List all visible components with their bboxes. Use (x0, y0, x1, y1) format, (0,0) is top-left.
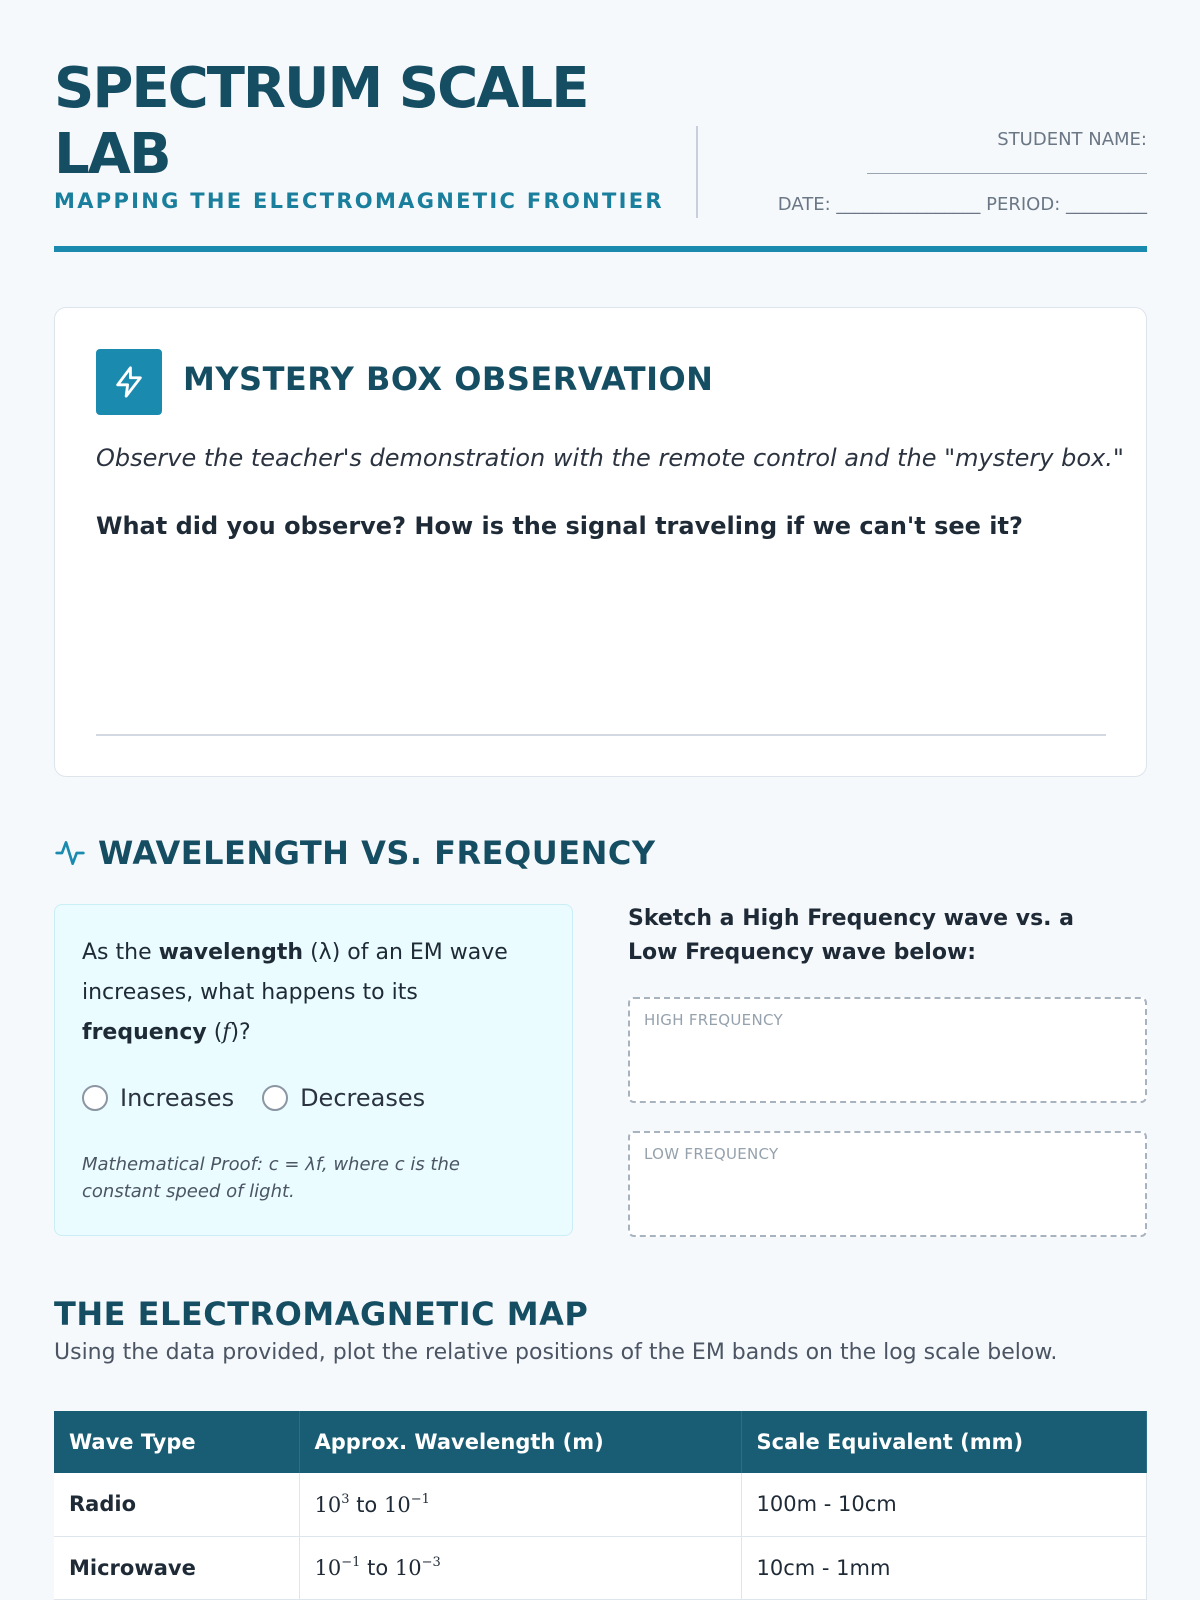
table-row (54, 1536, 1147, 1599)
question-text: (λ) of an EM wave increases, what happens to its (82, 940, 508, 1005)
question-text: As the (82, 940, 159, 965)
pulse-icon (54, 837, 86, 869)
answer-options (82, 1084, 425, 1112)
wave-type-cell: Microwave (54, 1536, 299, 1599)
wavelength-exponent: −3 (421, 1555, 441, 1570)
option-increases[interactable] (82, 1084, 234, 1112)
frequency-symbol: f (222, 1020, 231, 1045)
wavelength-base: 10 (314, 1492, 342, 1517)
mystery-box-instruction: Observe the teacher's demonstration with the remote control and the "mystery box." (96, 444, 1124, 472)
wavelength-base: 10 (314, 1556, 342, 1580)
wavelength-base: 10 (383, 1492, 411, 1517)
worksheet-header (54, 56, 1147, 252)
table-header-row (54, 1411, 1147, 1473)
header-wave-type: Wave Type (54, 1411, 299, 1473)
question-text: )? (230, 1020, 251, 1045)
table-row (54, 1473, 1147, 1536)
student-name-label: STUDENT NAME: (997, 129, 1147, 150)
math-proof-note: Mathematical Proof: c = λf, where c is the constant speed of light. (82, 1154, 460, 1202)
scale-cell: 100m - 10cm (741, 1473, 1147, 1536)
wavelength-exponent: 3 (341, 1491, 350, 1507)
question-text: ( (206, 1020, 223, 1045)
frequency-question-box (54, 904, 573, 1236)
radio-decreases[interactable] (262, 1085, 288, 1111)
wavelength-exponent: −1 (341, 1555, 361, 1570)
header-divider (696, 126, 698, 218)
high-frequency-sketch-box[interactable] (628, 997, 1147, 1103)
wavelength-exponent: −1 (410, 1491, 430, 1507)
em-bands-table (54, 1411, 1147, 1600)
date-period-fields[interactable]: DATE: ________________ PERIOD: _________ (777, 194, 1147, 215)
student-name-field[interactable] (867, 173, 1147, 174)
option-label: Increases (120, 1084, 235, 1112)
lightning-icon (96, 349, 162, 415)
header-scale-equivalent: Scale Equivalent (mm) (741, 1411, 1147, 1473)
radio-increases[interactable] (82, 1085, 108, 1111)
wavelength-cell (299, 1473, 741, 1536)
option-label: Decreases (300, 1084, 426, 1112)
range-word: to (367, 1556, 389, 1580)
em-map-title: THE ELECTROMAGNETIC MAP (54, 1295, 589, 1333)
option-decreases[interactable] (262, 1084, 425, 1112)
question-keyword-wavelength: wavelength (158, 940, 304, 965)
low-frequency-sketch-box[interactable] (628, 1131, 1147, 1237)
wavelength-cell (299, 1536, 741, 1599)
header-rule (54, 246, 1147, 252)
mystery-box-question: What did you observe? How is the signal traveling if we can't see it? (96, 512, 1023, 540)
page-subtitle: MAPPING THE ELECTROMAGNETIC FRONTIER (54, 189, 664, 213)
frequency-question (82, 933, 542, 1053)
page-title: SPECTRUM SCALE LAB (54, 56, 588, 187)
header-wavelength: Approx. Wavelength (m) (299, 1411, 741, 1473)
answer-line[interactable] (96, 734, 1106, 736)
em-map-description: Using the data provided, plot the relative positions of the EM bands on the log scale below. (54, 1340, 1058, 1365)
mystery-box-card (54, 307, 1147, 777)
wavelength-section-heading (54, 834, 656, 872)
low-frequency-label: LOW FREQUENCY (644, 1145, 779, 1163)
question-keyword-frequency: frequency (82, 1020, 207, 1045)
mystery-box-title: MYSTERY BOX OBSERVATION (183, 360, 714, 398)
sketch-prompt: Sketch a High Frequency wave vs. a Low Frequency wave below: (628, 906, 1075, 965)
wave-type-cell: Radio (54, 1473, 299, 1536)
wavelength-section-title: WAVELENGTH VS. FREQUENCY (98, 834, 656, 872)
range-word: to (356, 1492, 378, 1517)
high-frequency-label: HIGH FREQUENCY (644, 1011, 783, 1029)
scale-cell: 10cm - 1mm (741, 1536, 1147, 1599)
wavelength-base: 10 (394, 1556, 422, 1580)
